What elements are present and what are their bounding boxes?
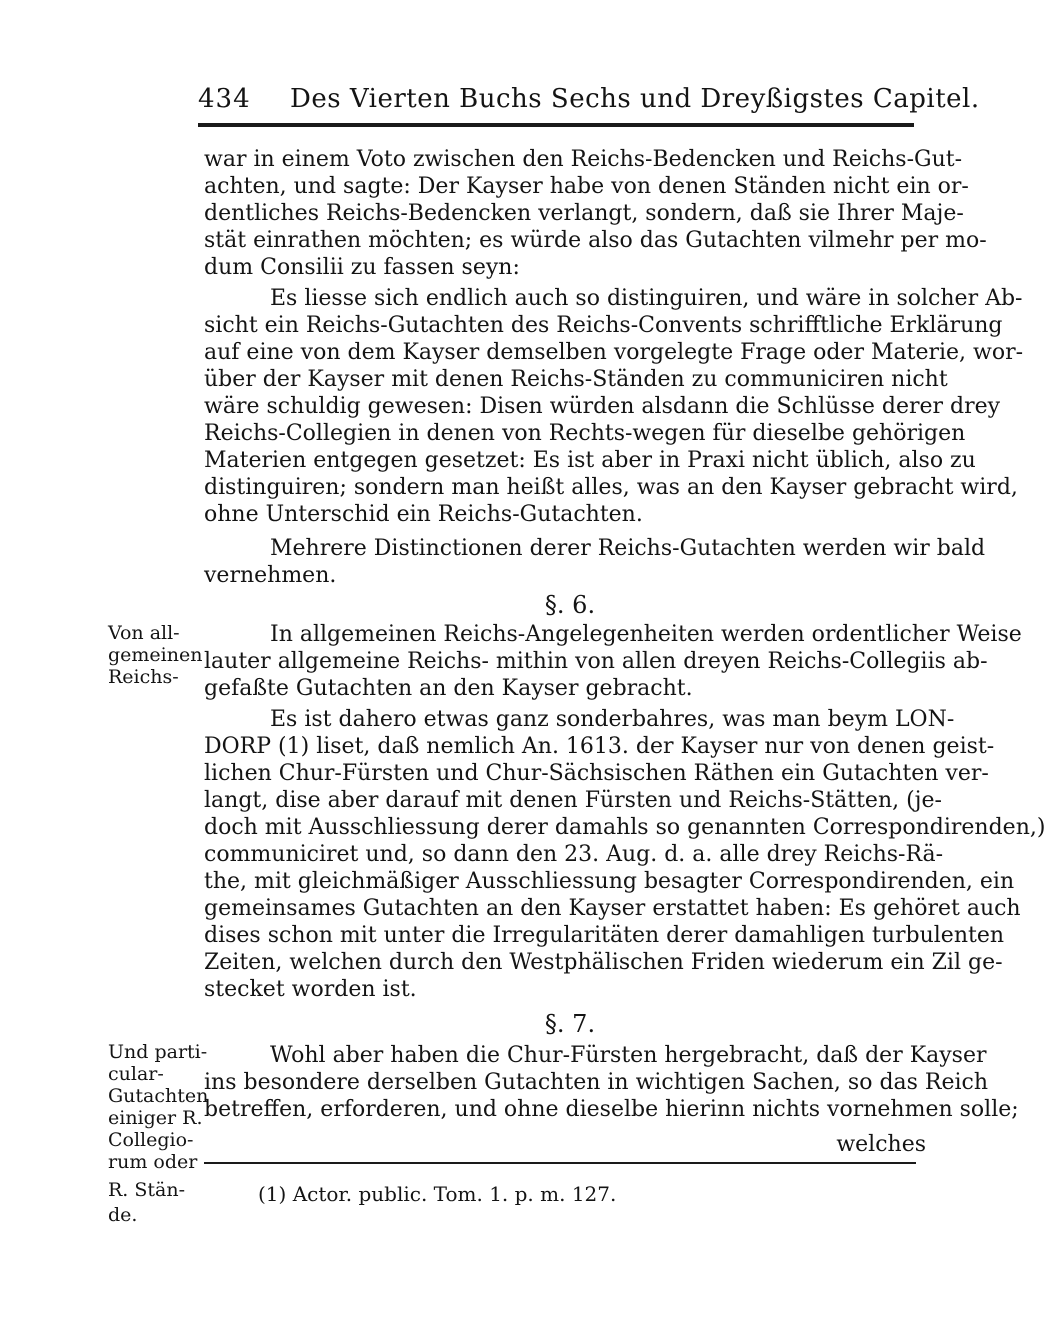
margin-note-line: Und parti- — [108, 1041, 208, 1063]
text-line: achten, und sagte: Der Kayser habe von denen Ständen nicht ein or- — [204, 174, 969, 199]
text-line: über der Kayser mit denen Reichs-Ständen zu communiciren nicht — [204, 367, 948, 392]
footnote-rule — [204, 1162, 916, 1164]
running-title: Des Vierten Buchs Sechs und Dreyßigstes Capitel. — [290, 84, 980, 114]
margin-note-line: R. Stän- — [108, 1179, 186, 1201]
text-line: gefaßte Gutachten an den Kayser gebracht. — [204, 676, 693, 701]
margin-note-line: Collegio- — [108, 1129, 194, 1151]
text-line: stät einrathen möchten; es würde also das Gutachten vilmehr per mo- — [204, 228, 987, 253]
text-line: langt, dise aber darauf mit denen Fürsten und Reichs-Stätten, (je- — [204, 788, 942, 813]
margin-note-line: einiger R. — [108, 1107, 203, 1129]
section-heading: §. 6. — [544, 591, 596, 619]
margin-note-line: gemeinen — [108, 644, 203, 666]
text-line: Materien entgegen gesetzet: Es ist aber in Praxi nicht üblich, also zu — [204, 448, 976, 473]
margin-note-line: Reichs- — [108, 666, 179, 688]
text-line: betreffen, erforderen, und ohne dieselbe hierinn nichts vornehmen solle; — [204, 1097, 1019, 1122]
text-line: dentliches Reichs-Bedencken verlangt, sondern, daß sie Ihrer Maje- — [204, 201, 964, 226]
text-line: doch mit Ausschliessung derer damahls so genannten Correspondirenden,) — [204, 815, 1045, 840]
text-line: the, mit gleichmäßiger Ausschliessung besagter Correspondirenden, ein — [204, 869, 1015, 894]
text-line: lichen Chur-Fürsten und Chur-Sächsischen Räthen ein Gutachten ver- — [204, 761, 989, 786]
footnote: (1) Actor. public. Tom. 1. p. m. 127. — [258, 1182, 617, 1206]
margin-note-line: Gutachten — [108, 1085, 209, 1107]
margin-note-line: cular- — [108, 1063, 164, 1085]
header-rule — [198, 123, 914, 127]
text-line: Zeiten, welchen durch den Westphälischen Friden wiederum ein Zil ge- — [204, 950, 1003, 975]
text-line: distinguiren; sondern man heißt alles, was an den Kayser gebracht wird, — [204, 475, 1018, 500]
text-line: Reichs-Collegien in denen von Rechts-wegen für dieselbe gehörigen — [204, 421, 966, 446]
text-line: dises schon mit unter die Irregularitäten derer damahligen turbulenten — [204, 923, 1005, 948]
text-line: auf eine von dem Kayser demselben vorgelegte Frage oder Materie, wor- — [204, 340, 1024, 365]
catchword: welches — [836, 1132, 926, 1157]
text-line: In allgemeinen Reichs-Angelegenheiten werden ordentlicher Weise — [270, 622, 1022, 647]
text-line: Wohl aber haben die Chur-Fürsten hergebracht, daß der Kayser — [270, 1043, 987, 1068]
text-line: stecket worden ist. — [204, 977, 417, 1002]
text-line: dum Consilii zu fassen seyn: — [204, 255, 520, 280]
text-line: DORP (1) liset, daß nemlich An. 1613. der Kayser nur von denen geist- — [204, 734, 995, 759]
margin-note-line: rum oder — [108, 1151, 198, 1173]
section-heading: §. 7. — [544, 1010, 596, 1038]
text-line: Es ist dahero etwas ganz sonderbahres, was man beym LON- — [270, 707, 955, 732]
text-line: Es liesse sich endlich auch so distinguiren, und wäre in solcher Ab- — [270, 286, 1023, 311]
text-line: ins besondere derselben Gutachten in wichtigen Sachen, so das Reich — [204, 1070, 989, 1095]
text-line: wäre schuldig gewesen: Disen würden alsdann die Schlüsse derer drey — [204, 394, 1001, 419]
text-line: vernehmen. — [204, 563, 337, 588]
text-line: ohne Unterschid ein Reichs-Gutachten. — [204, 502, 643, 527]
margin-note-line: Von all- — [108, 622, 180, 644]
text-line: sicht ein Reichs-Gutachten des Reichs-Convents schrifftliche Erklärung — [204, 313, 1003, 338]
text-line: communiciret und, so dann den 23. Aug. d. a. alle drey Reichs-Rä- — [204, 842, 944, 867]
page-number: 434 — [198, 84, 251, 114]
margin-note-line: de. — [108, 1204, 138, 1226]
text-line: war in einem Voto zwischen den Reichs-Bedencken und Reichs-Gut- — [204, 147, 963, 172]
text-line: Mehrere Distinctionen derer Reichs-Gutachten werden wir bald — [270, 536, 986, 561]
text-line: gemeinsames Gutachten an den Kayser erstattet haben: Es gehöret auch — [204, 896, 1021, 921]
text-line: lauter allgemeine Reichs- mithin von allen dreyen Reichs-Collegiis ab- — [204, 649, 988, 674]
